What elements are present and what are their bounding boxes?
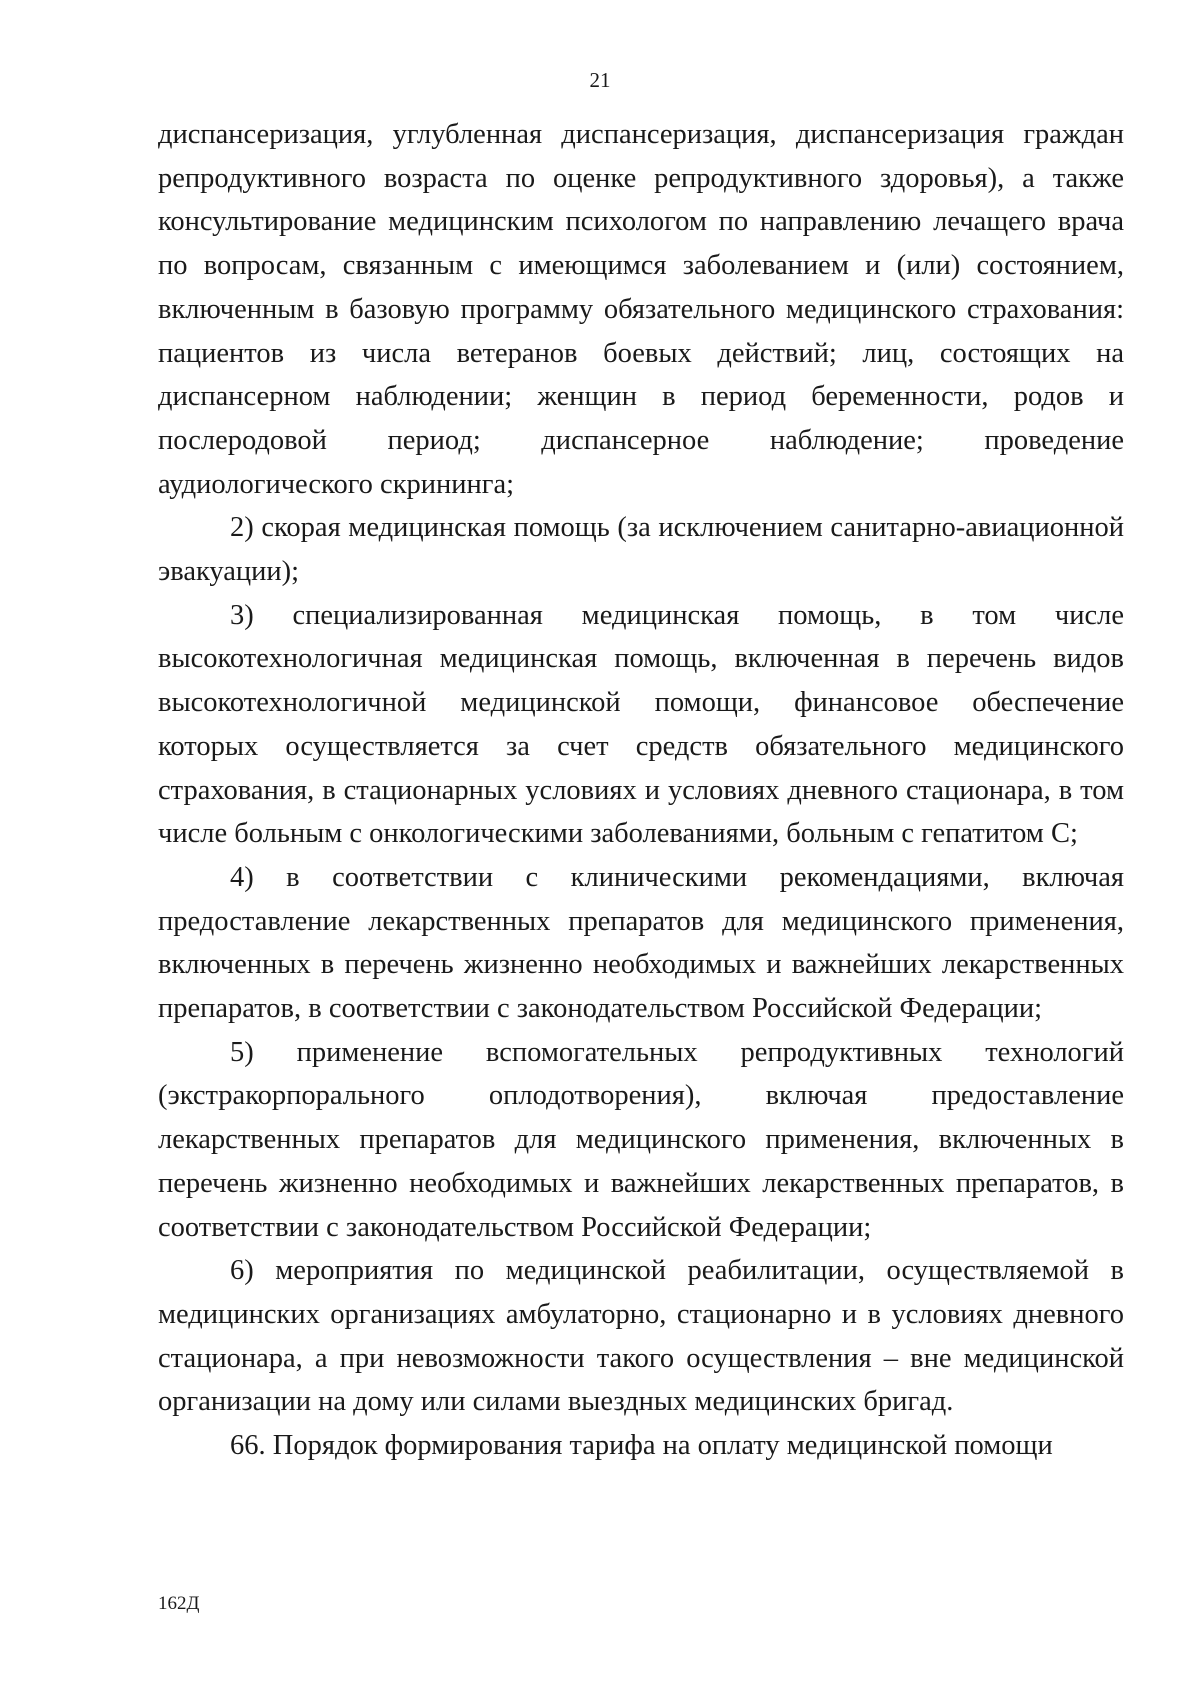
paragraph-continuation: диспансеризация, углубленная диспансеризация, диспансеризация граждан репродуктивного возраста по оценке репродуктивного здоровья), а также консультирование медицинским психологом по направлению лечащего врача по вопросам, связанным с имеющимся заболеванием и (или) состоянием, включенным в базовую программу обязательного медицинского страхования: пациентов из числа ветеранов боевых действий; лиц, состоящих на диспансерном наблюдении; женщин в период беременности, родов и послеродовой период; диспансерное наблюдение; проведение аудиологического скрининга;	[158, 119, 1124, 500]
page-number: 21	[589, 68, 611, 92]
paragraph-item-4: 4) в соответствии с клиническими рекомендациями, включая предоставление лекарственных препаратов для медицинского применения, включенных в перечень жизненно необходимых и важнейших лекарственных препаратов, в соответствии с законодательством Российской Федерации;	[158, 861, 1124, 1025]
paragraph-item-2: 2) скорая медицинская помощь (за исключением санитарно-авиационной эвакуации);	[158, 512, 1124, 588]
paragraph-item-5: 5) применение вспомогательных репродуктивных технологий (экстракорпорального оплодотворения), включая предоставление лекарственных препаратов для медицинского применения, включенных в перечень жизненно необходимых и важнейших лекарственных препаратов, в соответствии с законодательством Российской Федерации;	[158, 1036, 1124, 1243]
document-code: 162Д	[158, 1593, 200, 1614]
paragraph-item-6: 6) мероприятия по медицинской реабилитации, осуществляемой в медицинских организациях амбулаторно, стационарно и в условиях дневного стационара, а при невозможности такого осуществления – вне медицинской организации на дому или силами выездных медицинских бригад.	[158, 1255, 1124, 1418]
document-body	[158, 113, 1124, 1468]
paragraph-section-66: 66. Порядок формирования тарифа на оплату медицинской помощи	[230, 1430, 1053, 1462]
paragraph-item-3: 3) специализированная медицинская помощь, в том числе высокотехнологичная медицинская помощь, включенная в перечень видов высокотехнологичной медицинской помощи, финансовое обеспечение которых осуществляется за счет средств обязательного медицинского страхования, в стационарных условиях и условиях дневного стационара, в том числе больным с онкологическими заболеваниями, больным с гепатитом С;	[158, 599, 1124, 850]
